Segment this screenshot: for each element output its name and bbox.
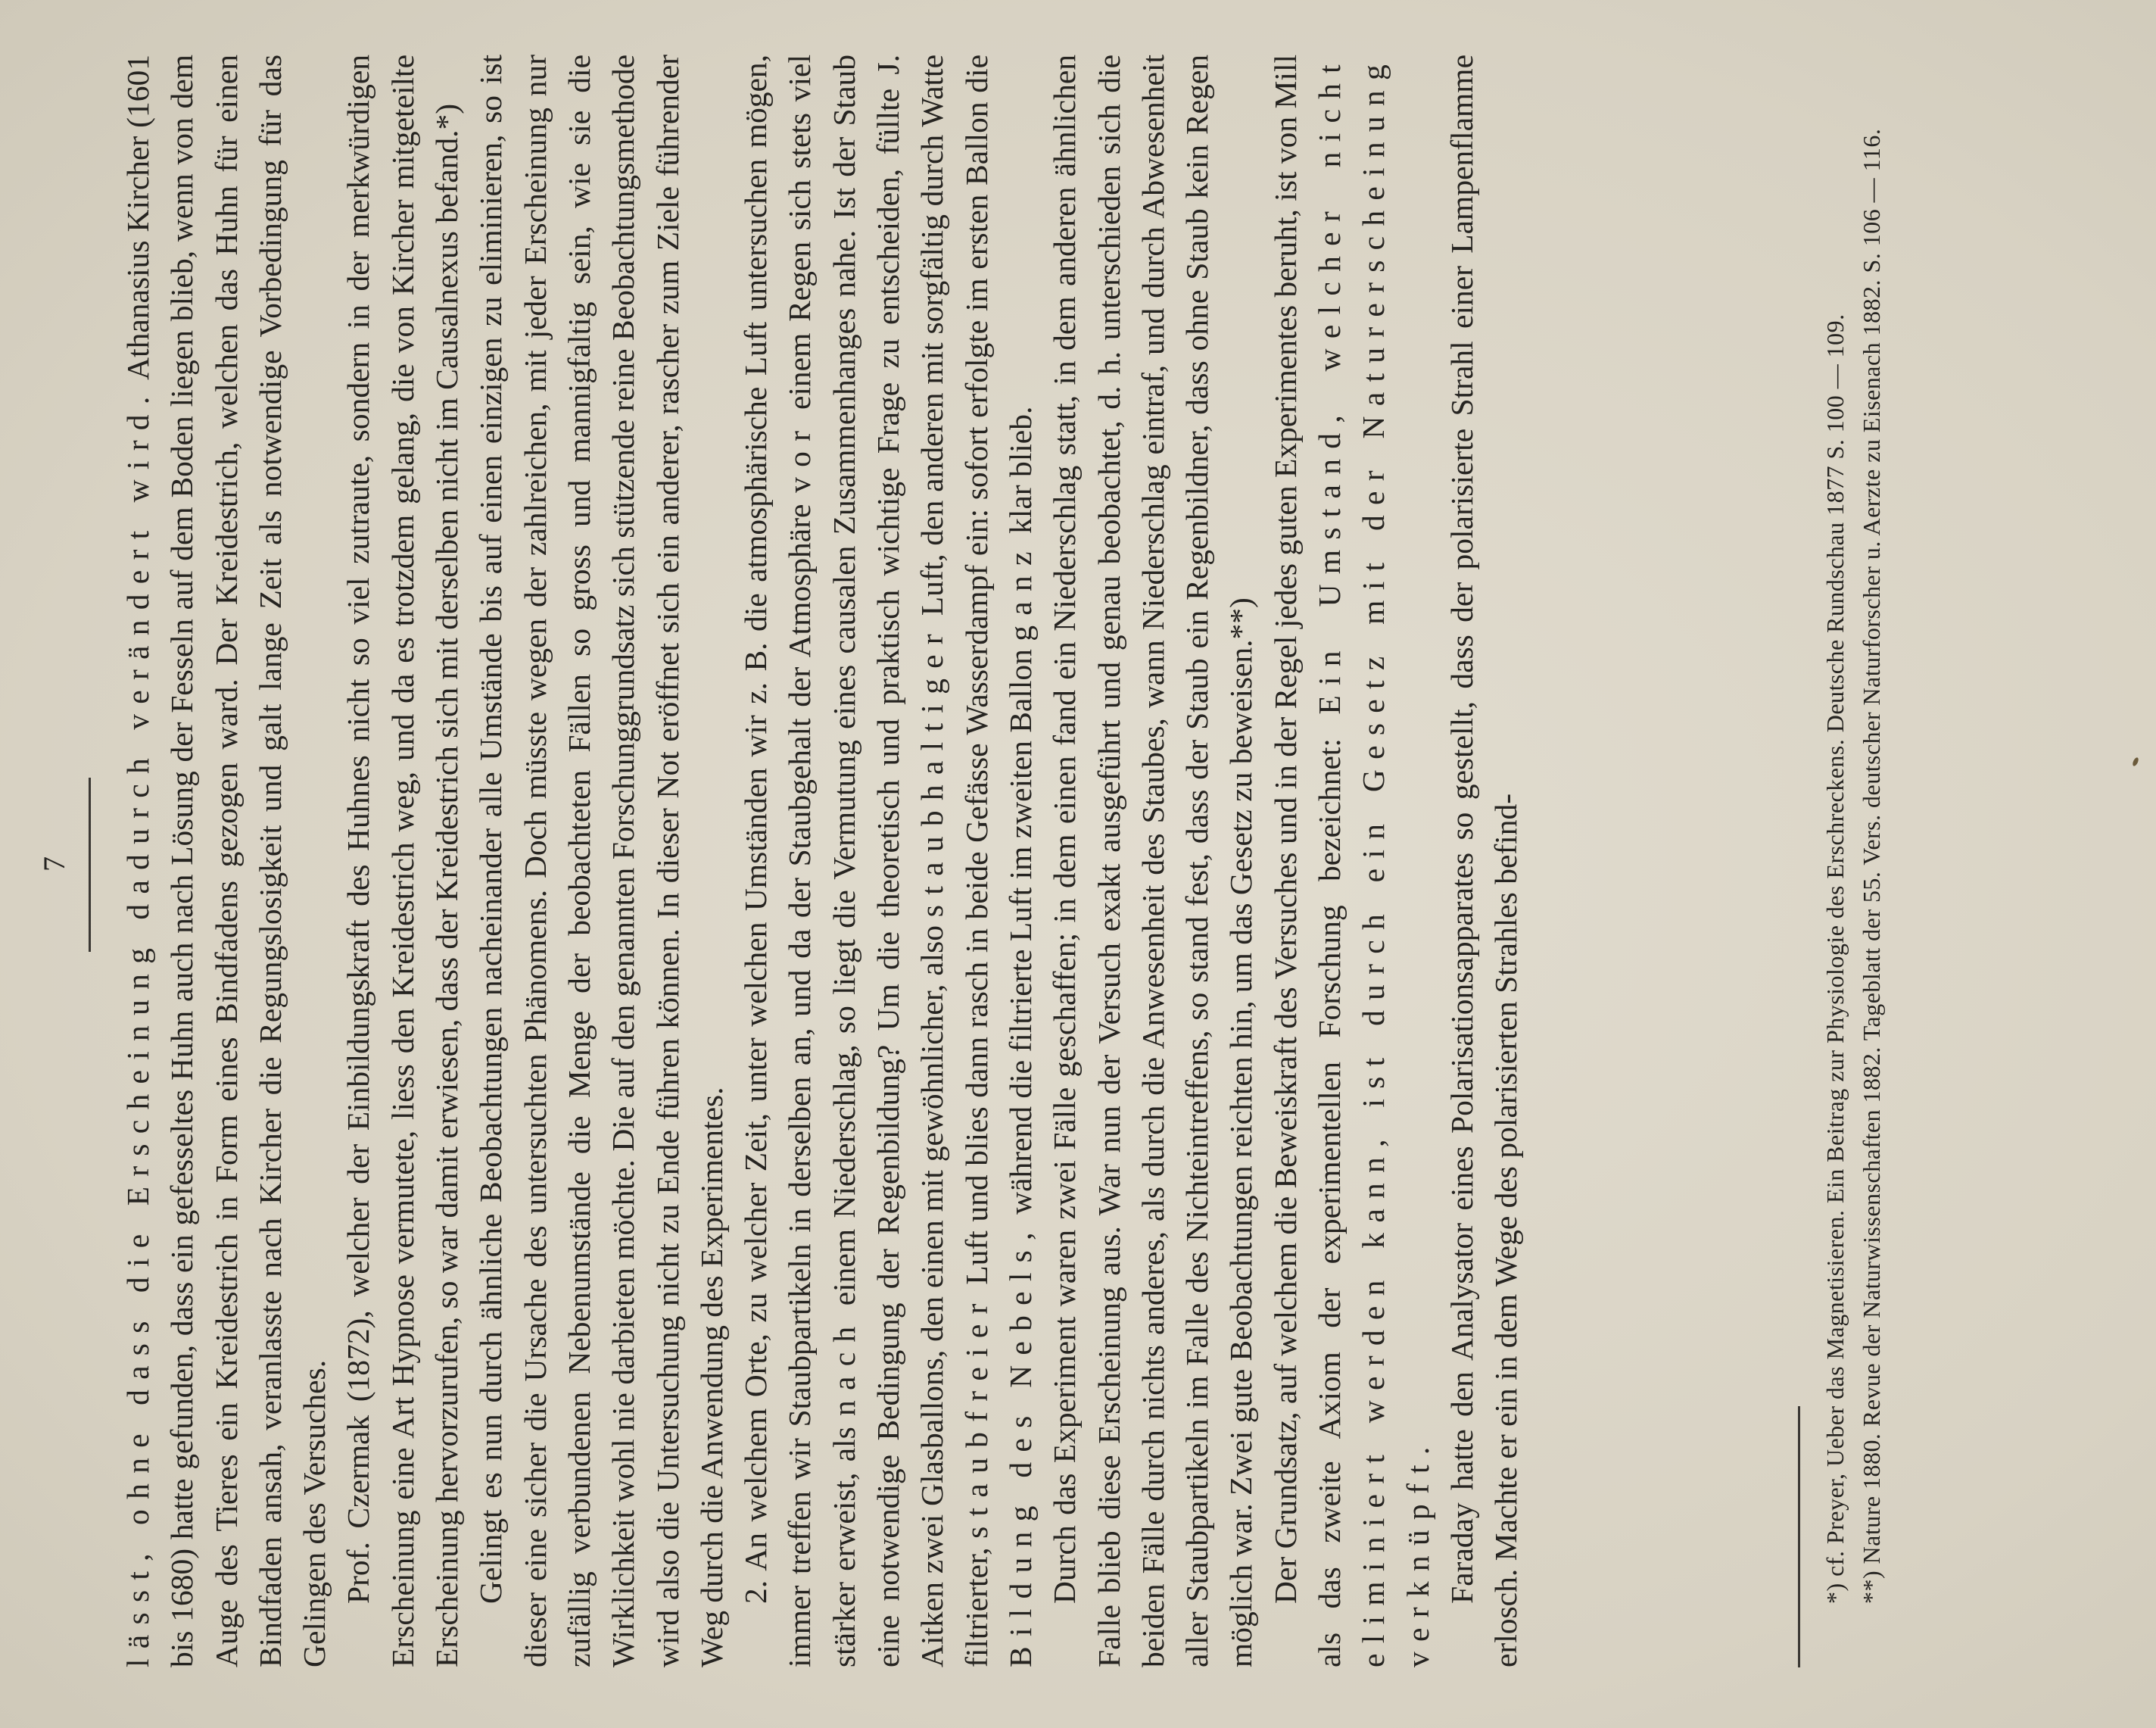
text-run: Prof. Czermak (1872), welcher der Einbildungskraft des Huhnes nicht so viel zutraute, sondern in der merkwürdigen Erscheinung eine Art Hypnose vermutete, liess den Kreidestrich weg, und da es trotzdem gelang, die von Kircher mitgeteilte Erscheinung hervorzurufen, so war damit erwiesen, dass der Kreidestrich sich mit derselben nicht im Causalnexus befand.*) [341, 55, 465, 1667]
paragraph-3 [469, 55, 734, 1667]
text-run: einem Regen sich stets viel stärker erweist, als [782, 55, 861, 1667]
paragraph-1 [116, 55, 336, 1667]
text-run: Faraday hatte den Analysator eines Polarisationsapparates so gestellt, dass der polarisierte Strahl einer Lampenflamme erlosch. Machte er ein in dem Wege des polarisierten Strahles befind- [1444, 55, 1524, 1667]
emphasis-spaced-text: staubfreier [958, 1293, 994, 1539]
emphasis-spaced-text: Bildung des Nebels, [1002, 1222, 1038, 1667]
footnote-2: **) Nature 1880. Revue der Naturwissenschaften 1882. Tageblatt der 55. Vers. deutscher Naturforscher u. Aerzte zu Eisenach 1882. S. 106 — 116. [1858, 128, 1885, 1604]
text-run: Luft, den anderen mit sorgfältig durch Watte filtrierter, [914, 55, 994, 1667]
paragraph-5 [1042, 55, 1263, 1667]
body-text [116, 55, 1528, 1667]
text-run: Durch das Experiment waren zwei Fälle geschaffen; in dem einen fand ein Niederschlag statt, in dem anderen ähnlichen Falle blieb diese Erscheinung aus. War nun der Versuch exakt ausgeführt und genau beobachtet, d. h. unterschieden sich die beiden Fälle durch nichts anderes, als durch die Anwesenheit des Staubes, wann Niederschlag eintraf, und durch Abwesenheit aller Staubpartikeln im Falle des Nichteintreffens, so stand fest, dass der Staub ein Regenbildner, dass ohne Staub kein Regen möglich war. Zwei gute Beobachtungen reichten hin, um das Gesetz zu beweisen.**) [1047, 55, 1259, 1667]
emphasis-spaced-text: lässt, ohne dass die Erscheinung dadurch verändert wird. [120, 386, 155, 1667]
text-run: einem Niederschlag, so liegt die Vermutung eines causalen Zusammenhanges nahe. Ist der Staub eine notwendige Bedingung der Regenbildung? Um die theoretisch und praktisch wichtige Frage zu entscheiden, füllte J. Aitken zwei Glasballons, den einen mit gewöhnlicher, also [826, 54, 950, 1667]
paragraph-4 [734, 55, 1042, 1667]
text-run: Athanasius Kircher (1601 bis 1680) hatte gefunden, dass ein gefesseltes Huhn auch nach Lösung der Fesseln auf dem Boden liegen blieb, wenn von dem Auge des Tieres ein Kreidestrich in Form eines Bindfadens gezogen ward. Der Kreidestrich, welchen das Huhn für einen Bindfaden ansah, veranlasste nach Kircher die Regungslosigkeit und galt lange Zeit als notwendige Vorbedingung für das Gelingen des Versuches. [120, 55, 332, 1667]
footnotes [1817, 55, 1890, 1667]
text-run: Gelingt es nun durch ähnliche Beobachtungen nacheinander alle Umstände bis auf einen einzigen zu eliminieren, so ist dieser eine sicher die Ursache des untersuchten Phänomens. Doch müsste wegen der zahlreichen, mit jeder Erscheinung nur zufällig verbundenen Nebenumstände die Menge der beobachteten Fällen so gross und mannigfaltig sein, wie sie die Wirklichkeit wohl nie darbieten möchte. Die auf den genannten Forschunggrundsatz sich stützende reine Beobachtungsmethode wird also die Untersuchung nicht zu Ende führen können. In dieser Not eröffnet sich ein anderer, rascher zum Ziele führender Weg durch die Anwendung des Experimentes. [473, 55, 729, 1667]
emphasis-spaced-text: staubhaltiger [914, 624, 950, 918]
emphasis-spaced-text: nach [826, 1316, 861, 1416]
text-run: während die filtrierte Luft im zweiten Ballon [1002, 641, 1038, 1223]
text-run: 2. An welchem Orte, zu welcher Zeit, unter welchen Umständen wir z. B. die atmosphärische Luft untersuchen mögen, immer treffen wir Staubpartikeln in derselben an, und da der Staubgehalt der Atmosphäre [738, 55, 818, 1667]
page-number: 7 [37, 856, 71, 872]
paragraph-7 [1440, 55, 1528, 1667]
text-run: Der Grundsatz, auf welchem die Beweiskraft des Versuches und in der Regel jedes guten Experimentes beruht, ist von Mill als das zweite Axiom der experimentellen Forschung bezeichnet: [1267, 54, 1348, 1667]
paragraph-6 [1263, 55, 1440, 1667]
text-run: Luft und blies dann rasch in beide Gefässe Wasserdampf ein: sofort erfolgte im ersten Ballon die [958, 54, 994, 1294]
text-run: klar blieb. [1002, 406, 1038, 542]
emphasis-spaced-text: ganz [1002, 541, 1038, 641]
emphasis-spaced-text: Ein Umstand, welcher nicht eliminiert werden kann, ist durch ein Gesetz mit der Naturerscheinung verknüpft. [1312, 55, 1435, 1667]
emphasis-spaced-text: vor [782, 420, 818, 493]
page-number-rule [89, 778, 91, 952]
footnote-1: *) cf. Preyer, Ueber das Magnetisieren. Ein Beitrag zur Physiologie des Erschreckens. Deutsche Rundschau 1877 S. 100 — 109. [1821, 313, 1849, 1604]
paragraph-2 [336, 55, 469, 1667]
footnote-separator-rule [1798, 1406, 1800, 1667]
